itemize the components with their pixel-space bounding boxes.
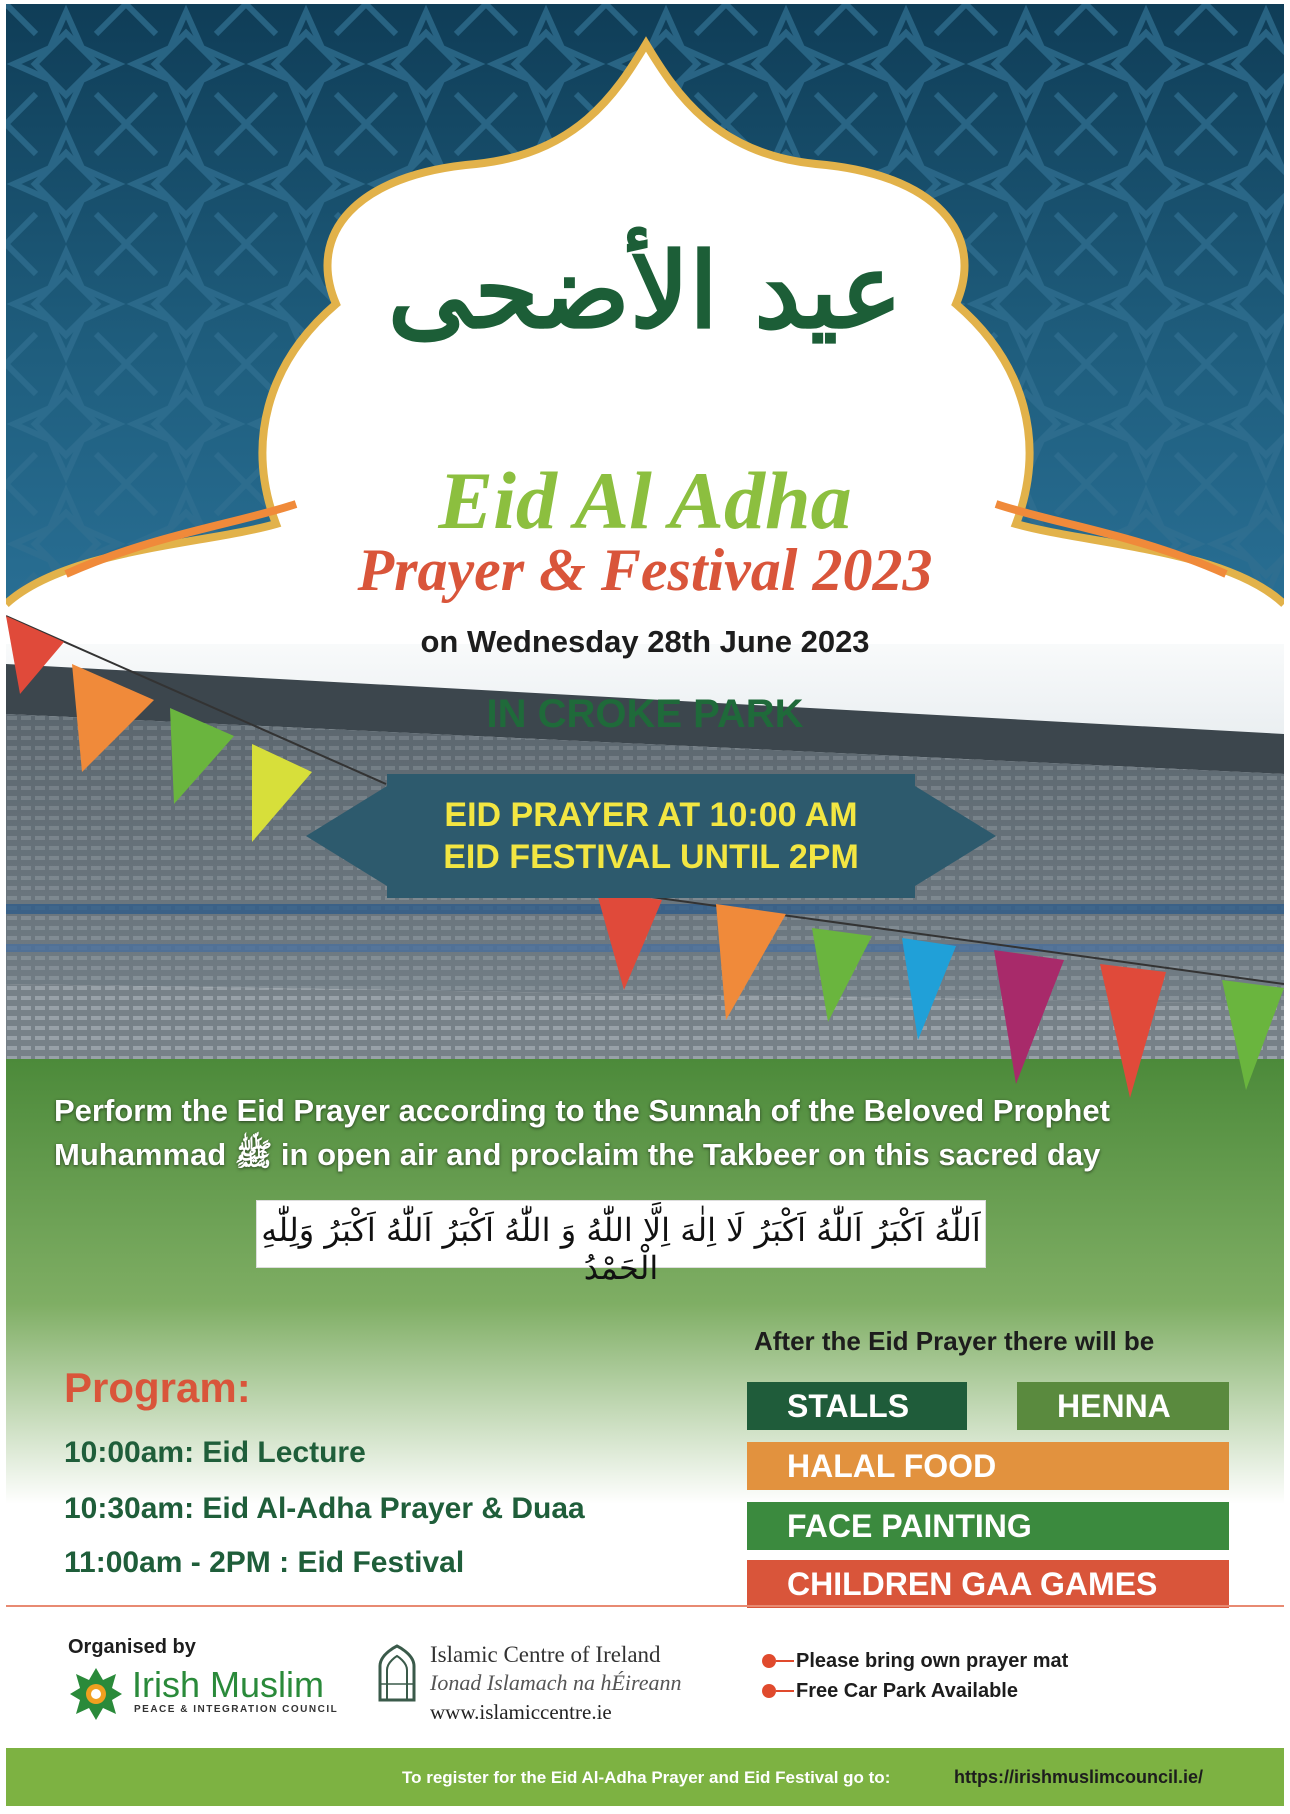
- arabic-title: عيد الأضحى: [387, 229, 903, 352]
- partner-website[interactable]: www.islamiccentre.ie: [430, 1700, 612, 1724]
- program-item: 11:00am - 2PM : Eid Festival: [64, 1546, 465, 1579]
- register-link[interactable]: https://irishmuslimcouncil.ie/: [954, 1767, 1204, 1787]
- bullet-dot-icon: [762, 1654, 776, 1668]
- footer-bar: [6, 1748, 1284, 1806]
- footer-register-text: To register for the Eid Al-Adha Prayer and Eid Festival go to:: [402, 1768, 891, 1787]
- section-divider: [6, 1605, 1284, 1607]
- organiser-name: Irish Muslim: [132, 1664, 325, 1705]
- bullet-dot-icon: [762, 1684, 776, 1698]
- mosque-door-icon: [378, 1644, 416, 1702]
- event-poster: عيد الأضحى Eid Al Adha Prayer & Festival 2023 on Wednesday 28th June 2023 IN CROKE PARK EID PRAYER AT 10:00 AM EID FESTIVAL UNTIL 2PM Perform the Eid Prayer according to the Sunnah of the Beloved Prophet Muhammad ﷺ in open air and proclaim the Takbeer on this sacred day اَللّٰهُ اَكْبَرُ اَللّٰهُ اَكْبَرُ لَا اِلٰهَ اِلَّا اللّٰهُ وَ اللّٰهُ اَكْبَرُ اَللّٰهُ اَكْبَرُ وَلِلّٰهِ الْحَمْدُ After the Eid Prayer there will be STALLS HENNA HALAL FOOD FACE PAINTING CHILDREN GAA GAMES Program: 10:00am: Eid Lecture 10:30am: Eid Al-Adha Prayer & Duaa 11:00am - 2PM : Eid Festival Organised by Irish Muslim PEACE & INTEGRATION COUNCIL Islamic Centre of Ireland Ionad Islamach na hÉireann www.islamiccentre.ie Please bring own prayer mat Free Car Park Available To register for the Eid Al-Adha Prayer and Eid Festival go to: https://irishmuslimcouncil.ie/: [6, 4, 1284, 1806]
- activity-face-painting: FACE PAINTING: [747, 1502, 1229, 1550]
- activities-title: After the Eid Prayer there will be: [754, 1326, 1155, 1356]
- event-title: Eid Al Adha: [438, 455, 852, 546]
- sunnah-text: [54, 1089, 1254, 1177]
- activity-stalls: STALLS: [747, 1382, 967, 1430]
- organiser-tagline: PEACE & INTEGRATION COUNCIL: [134, 1704, 339, 1715]
- star-octagram-icon: [68, 1666, 124, 1722]
- event-date: on Wednesday 28th June 2023: [420, 624, 870, 659]
- activity-henna: HENNA: [1017, 1382, 1229, 1430]
- event-subtitle: Prayer & Festival 2023: [357, 537, 933, 603]
- sunnah-line-2: Muhammad ﷺ in open air and proclaim the Takbeer on this sacred day: [54, 1137, 1101, 1172]
- bullet-line: [776, 1660, 794, 1662]
- festival-time: EID FESTIVAL UNTIL 2PM: [443, 838, 859, 876]
- program-item: 10:30am: Eid Al-Adha Prayer & Duaa: [64, 1492, 585, 1525]
- organiser-label: Organised by: [68, 1636, 196, 1658]
- program-item: 10:00am: Eid Lecture: [64, 1436, 366, 1469]
- activity-halal-food: HALAL FOOD: [747, 1442, 1229, 1490]
- partner-irish-name: Ionad Islamach na hÉireann: [430, 1670, 682, 1695]
- event-venue: IN CROKE PARK: [486, 692, 804, 736]
- partner-name: Islamic Centre of Ireland: [430, 1642, 661, 1667]
- takbeer-text: اَللّٰهُ اَكْبَرُ اَللّٰهُ اَكْبَرُ لَا اِلٰهَ اِلَّا اللّٰهُ وَ اللّٰهُ اَكْبَرُ اَللّٰهُ اَكْبَرُ وَلِلّٰهِ الْحَمْدُ: [261, 1211, 981, 1287]
- time-box: [387, 774, 915, 898]
- bullet-line: [776, 1690, 794, 1692]
- sunnah-line-1: Perform the Eid Prayer according to the Sunnah of the Beloved Prophet: [54, 1093, 1110, 1128]
- prayer-time: EID PRAYER AT 10:00 AM: [444, 796, 858, 834]
- takbeer-box: [256, 1200, 986, 1287]
- program-title: Program:: [64, 1364, 251, 1411]
- activity-children-gaa-games: CHILDREN GAA GAMES: [747, 1560, 1229, 1608]
